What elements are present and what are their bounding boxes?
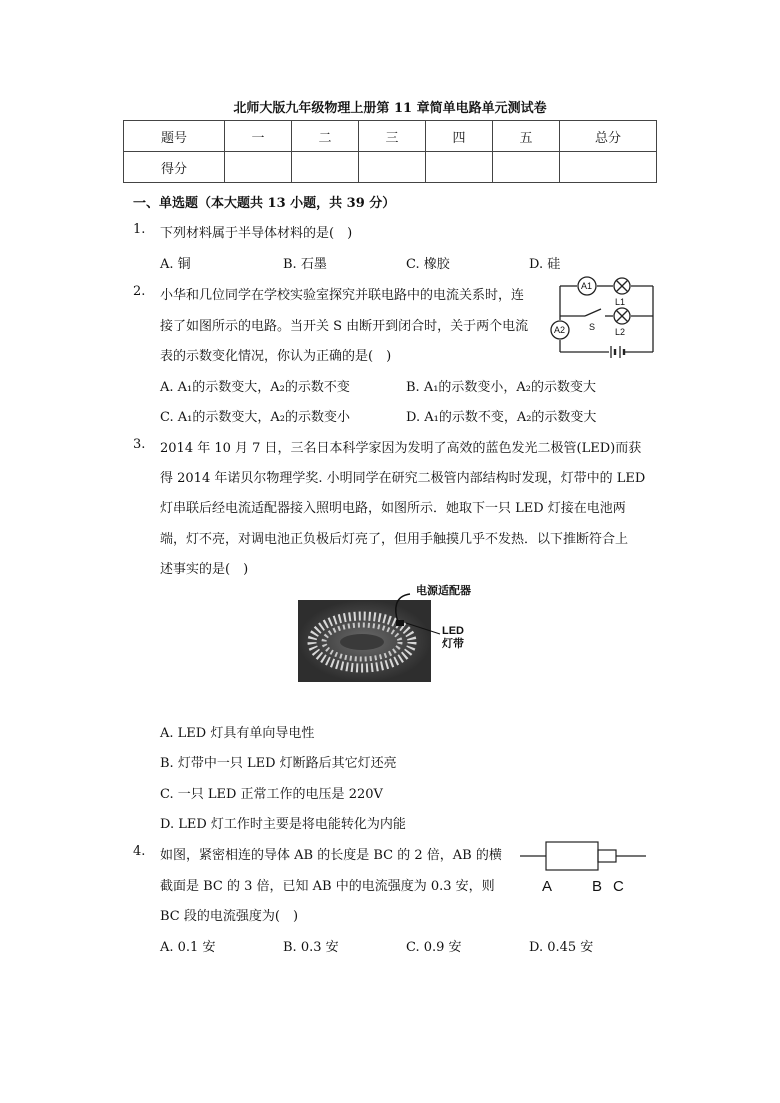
score-header-cell: 总分 [560, 121, 657, 152]
option-b[interactable]: B. 石墨 [283, 257, 327, 272]
question-line: BC 段的电流强度为( ) [160, 909, 299, 924]
option-d[interactable]: D. LED 灯工作时主要是将电能转化为内能 [160, 817, 406, 832]
question-number: 2. [133, 284, 146, 299]
question-number: 3. [133, 437, 146, 452]
strip-label: 灯带 [442, 637, 464, 650]
question-line: 表的示数变化情况，你认为正确的是( ) [160, 349, 392, 364]
question-line: 述事实的是( ) [160, 562, 249, 577]
option-d[interactable]: D. A₁的示数不变，A₂的示数变大 [406, 410, 597, 425]
score-header-cell: 题号 [124, 121, 225, 152]
question-number: 1. [133, 222, 146, 237]
option-c[interactable]: C. A₁的示数变大，A₂的示数变小 [160, 410, 350, 425]
score-cell[interactable] [359, 152, 426, 183]
switch-s-label: S [589, 322, 596, 332]
ammeter-a1-label: A1 [581, 281, 593, 291]
score-header-cell: 四 [426, 121, 493, 152]
score-header-cell: 五 [493, 121, 560, 152]
option-b[interactable]: B. 灯带中一只 LED 灯断路后其它灯还亮 [160, 756, 397, 771]
document-title: 北师大版九年级物理上册第 11 章简单电路单元测试卷 [233, 101, 547, 116]
adapter-label: 电源适配器 [416, 584, 471, 597]
section-heading: 一、单选题（本大题共 13 小题，共 39 分） [133, 196, 396, 211]
score-table-header-row [124, 121, 657, 152]
question-line: 端，灯不亮，对调电池正负极后灯亮了，但用手触摸几乎不发热．以下推断符合上 [160, 532, 629, 547]
score-cell[interactable] [426, 152, 493, 183]
led-label: LED [442, 625, 464, 637]
option-a[interactable]: A. A₁的示数变大，A₂的示数不变 [160, 380, 350, 395]
question-stem: 下列材料属于半导体材料的是( ) [160, 226, 353, 241]
score-header-cell: 一 [225, 121, 292, 152]
score-header-cell: 三 [359, 121, 426, 152]
question-line: 得 2014 年诺贝尔物理学奖. 小明同学在研究二极管内部结构时发现，灯带中的 LED [160, 471, 646, 486]
question-line: 2014 年 10 月 7 日，三名日本科学家因为发明了高效的蓝色发光二极管(LED)而获 [160, 441, 642, 456]
question-number: 4. [133, 844, 146, 859]
point-a-label: A [542, 878, 553, 895]
option-b[interactable]: B. A₁的示数变小，A₂的示数变大 [406, 380, 597, 395]
parallel-circuit-diagram [545, 272, 660, 358]
question-line: 灯串联后经电流适配器接入照明电路，如图所示．她取下一只 LED 灯接在电池两 [160, 501, 626, 516]
score-table-score-row [124, 152, 657, 183]
score-cell[interactable] [225, 152, 292, 183]
option-a[interactable]: A. 铜 [160, 257, 191, 272]
question-line: 截面是 BC 的 3 倍，已知 AB 中的电流强度为 0.3 安，则 [160, 879, 495, 894]
score-row-label: 得分 [124, 152, 225, 183]
score-cell[interactable] [560, 152, 657, 183]
score-cell[interactable] [493, 152, 560, 183]
option-a[interactable]: A. LED 灯具有单向导电性 [160, 726, 315, 741]
lamp-l1-label: L1 [615, 297, 626, 307]
ammeter-a2-label: A2 [554, 325, 566, 335]
score-cell[interactable] [292, 152, 359, 183]
conductor-diagram [520, 838, 650, 898]
question-line: 接了如图所示的电路。当开关 S 由断开到闭合时，关于两个电流 [160, 319, 529, 334]
score-table [123, 120, 657, 183]
point-c-label: C [613, 878, 624, 895]
question-line: 小华和几位同学在学校实验室探究并联电路中的电流关系时，连 [160, 288, 525, 303]
option-a[interactable]: A. 0.1 安 [160, 940, 216, 955]
option-b[interactable]: B. 0.3 安 [283, 940, 339, 955]
question-line: 如图，紧密相连的导体 AB 的长度是 BC 的 2 倍，AB 的横 [160, 848, 502, 863]
lamp-l2-label: L2 [615, 327, 626, 337]
led-strip-photo [298, 580, 498, 682]
score-header-cell: 二 [292, 121, 359, 152]
point-b-label: B [592, 878, 603, 895]
option-c[interactable]: C. 橡胶 [406, 257, 450, 272]
option-d[interactable]: D. 0.45 安 [529, 940, 594, 955]
option-d[interactable]: D. 硅 [529, 257, 561, 272]
option-c[interactable]: C. 一只 LED 正常工作的电压是 220V [160, 787, 383, 802]
option-c[interactable]: C. 0.9 安 [406, 940, 462, 955]
